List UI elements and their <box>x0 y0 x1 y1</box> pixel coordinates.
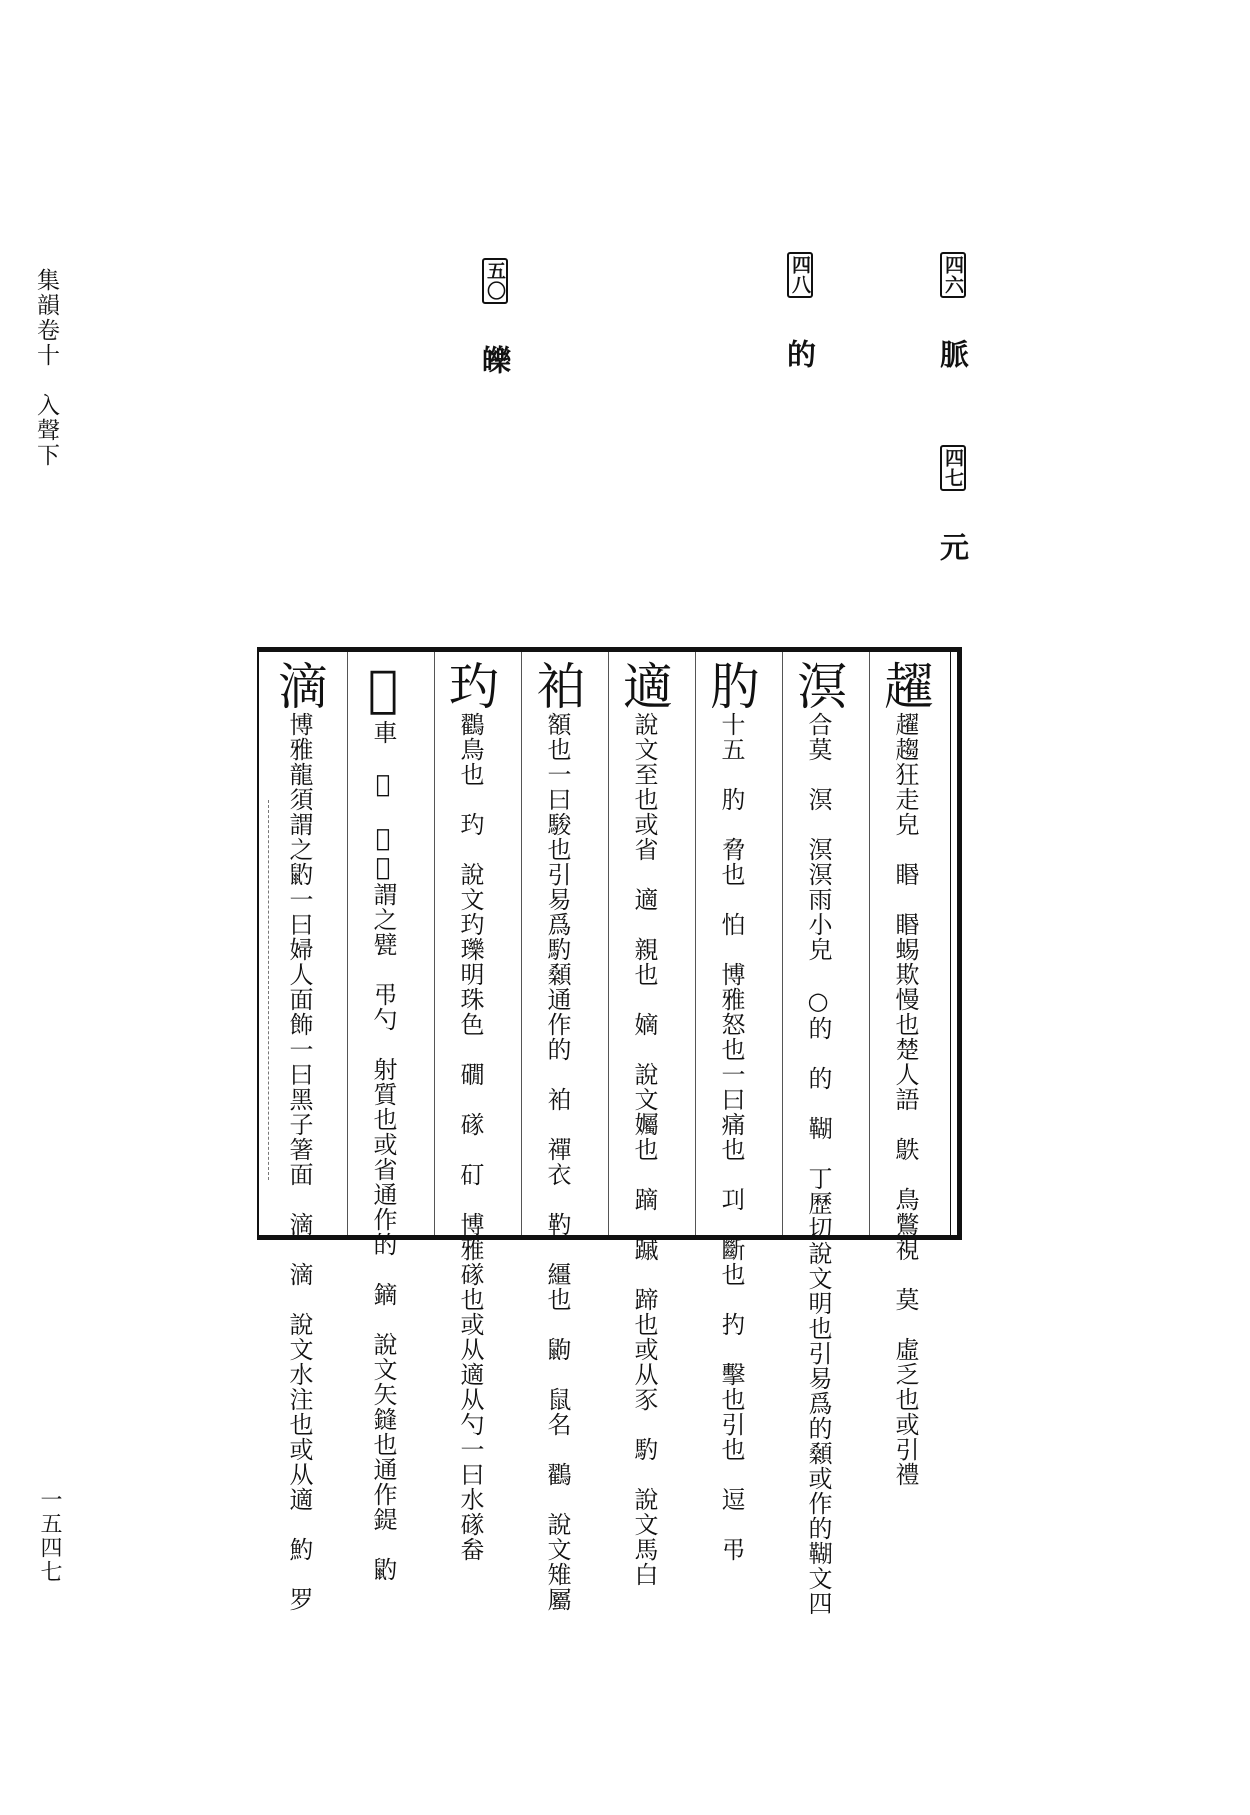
gloss: 十五 肑 脅也 怕 博雅怒也一曰痛也 㓚 斷也 扚 擊也引也 逗 弔 <box>717 712 745 1562</box>
text-column-7 <box>354 660 412 1582</box>
text-column-8 <box>270 660 328 1612</box>
text-column-6 <box>441 660 499 1562</box>
column-rule <box>869 652 870 1235</box>
footnote-char: 皪 <box>478 345 512 375</box>
headword: 𩏄 <box>354 660 412 720</box>
headword: 適 <box>615 660 673 712</box>
gloss: 鸐鳥也 玓 說文玓瓅明珠色 礀 䃍 矴 博雅䃍也或从適从勺一曰水䃍畚 <box>456 712 484 1562</box>
gloss: 趯趨狂走皃 䁕 䁕蜴欺慢也楚人語 䳀 鳥鷩視 莫 虛乏也或引禮 <box>891 712 919 1487</box>
text-column-2 <box>789 660 847 1616</box>
gloss: 車 𩏄 𩏄𩏄謂之甓 弔勺 射質也或省通作的 鏑 說文矢鏠也通作鍉 䶂 <box>369 720 397 1582</box>
gloss: 說文至也或省 適 親也 嫡 說文孎也 蹢 䠞 蹄也或从豕 馰 說文馬白 <box>630 712 658 1587</box>
footnote-number: 四七 <box>940 445 966 491</box>
column-rule <box>347 652 348 1235</box>
footnote-number: 四八 <box>787 252 813 298</box>
headword: 袙 <box>528 660 586 712</box>
footnote-46 <box>933 252 974 369</box>
column-rule <box>434 652 435 1235</box>
footnote-char: 的 <box>783 339 817 369</box>
footnote-char: 脈 <box>936 339 970 369</box>
footnote-48 <box>780 252 821 369</box>
gloss: 合莫 溟 溟溟雨小皃 ○的 的 䩴 丁歷切說文明也引易爲的顙或作的䩴文四 <box>804 712 832 1616</box>
headword: 肑 <box>702 660 760 712</box>
text-column-5 <box>528 660 586 1612</box>
binding-edge-line <box>268 800 269 1180</box>
footnote-50 <box>475 258 516 375</box>
footnote-char: 元 <box>936 532 970 562</box>
headword: 滴 <box>270 660 328 712</box>
page-number: 一五四七 <box>37 1488 62 1584</box>
gloss: 博雅龍須謂之䶂一曰婦人面飾一曰黑子箸面 滴 滴 說文水注也或从適 魡 罗 <box>285 712 313 1612</box>
footnote-47 <box>933 445 974 562</box>
column-rule <box>521 652 522 1235</box>
text-column-1 <box>876 660 934 1487</box>
footnote-number: 四六 <box>940 252 966 298</box>
book-title: 集韻卷十 入聲下 <box>33 268 59 468</box>
column-rule <box>782 652 783 1235</box>
headword: 溟 <box>789 660 847 712</box>
headword: 玓 <box>441 660 499 712</box>
column-rule <box>695 652 696 1235</box>
gloss: 額也一曰駿也引易爲馰顙通作的 袙 禪衣 靮 繮也 鼩 鼠名 鸐 說文雉屬 <box>543 712 571 1612</box>
footnote-number: 五〇 <box>482 258 508 304</box>
headword: 趯 <box>876 660 934 712</box>
column-rule <box>608 652 609 1235</box>
text-column-4 <box>615 660 673 1587</box>
text-column-3 <box>702 660 760 1562</box>
dictionary-text-block <box>257 647 962 1616</box>
